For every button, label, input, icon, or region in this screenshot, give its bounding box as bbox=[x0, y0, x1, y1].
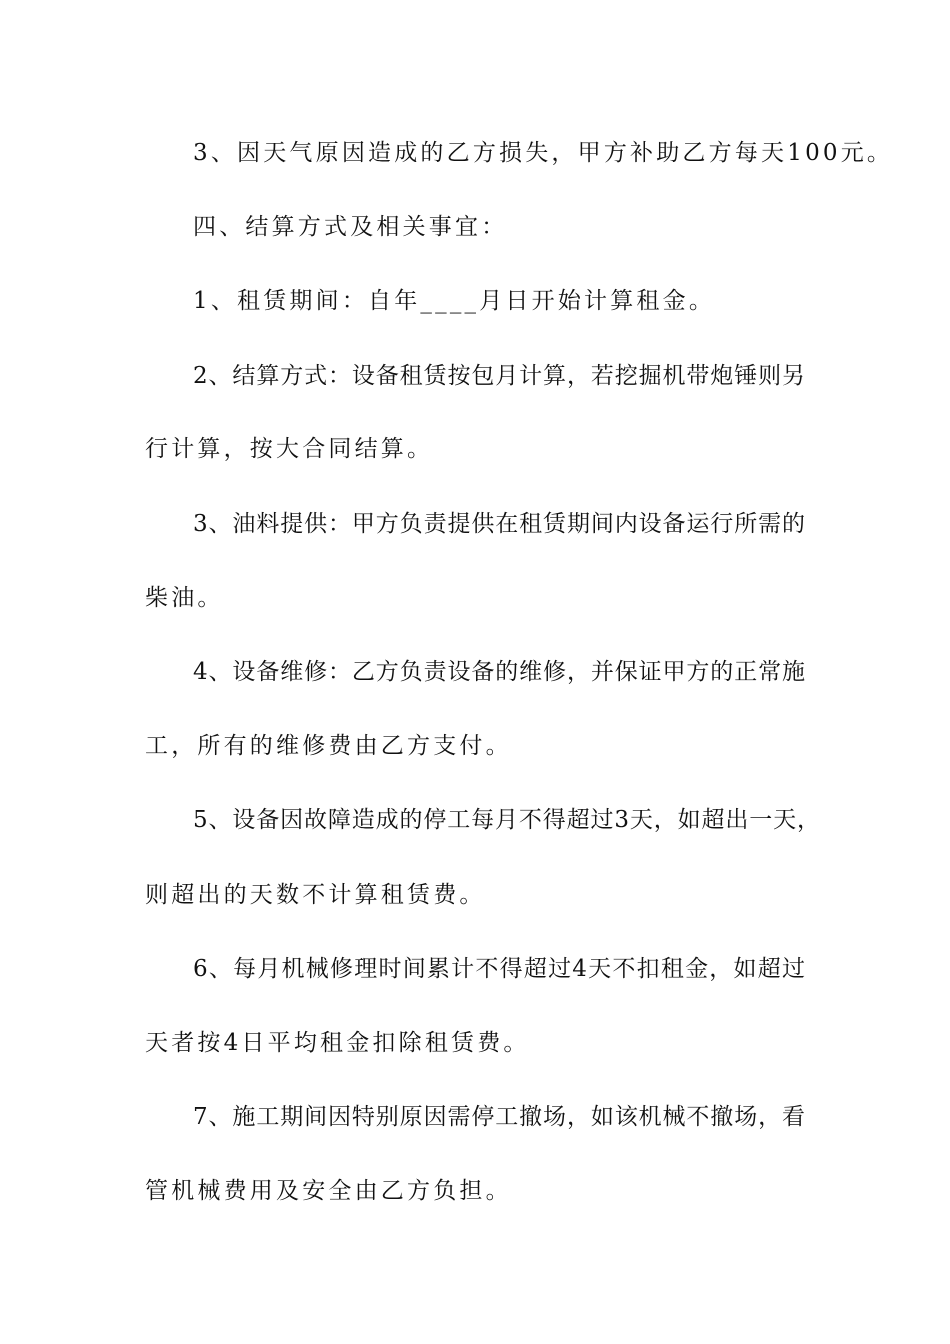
paragraph-line: 3、因天气原因造成的乙方损失，甲方补助乙方每天100元。 bbox=[193, 140, 894, 166]
section-heading: 四、结算方式及相关事宜： bbox=[193, 214, 508, 240]
paragraph-line: 4、设备维修：乙方负责设备的维修，并保证甲方的正常施 bbox=[193, 659, 805, 685]
paragraph-line: 则超出的天数不计算租赁费。 bbox=[145, 882, 486, 908]
paragraph-line: 管机械费用及安全由乙方负担。 bbox=[145, 1178, 512, 1204]
paragraph-line: 1、租赁期间：自年____月日开始计算租金。 bbox=[193, 288, 716, 314]
paragraph-line: 行计算，按大合同结算。 bbox=[145, 436, 434, 462]
paragraph-line: 6、每月机械修理时间累计不得超过4天不扣租金，如超过 bbox=[193, 956, 805, 982]
paragraph-line: 7、施工期间因特别原因需停工撤场，如该机械不撤场，看 bbox=[193, 1104, 805, 1130]
paragraph-line: 工，所有的维修费由乙方支付。 bbox=[145, 733, 512, 759]
paragraph-line: 天者按4日平均租金扣除租赁费。 bbox=[145, 1030, 530, 1056]
paragraph-line: 2、结算方式：设备租赁按包月计算，若挖掘机带炮锤则另 bbox=[193, 363, 805, 389]
paragraph-line: 柴油。 bbox=[145, 585, 224, 611]
paragraph-line: 3、油料提供：甲方负责提供在租赁期间内设备运行所需的 bbox=[193, 511, 805, 537]
paragraph-line: 5、设备因故障造成的停工每月不得超过3天，如超出一天， bbox=[193, 807, 820, 833]
